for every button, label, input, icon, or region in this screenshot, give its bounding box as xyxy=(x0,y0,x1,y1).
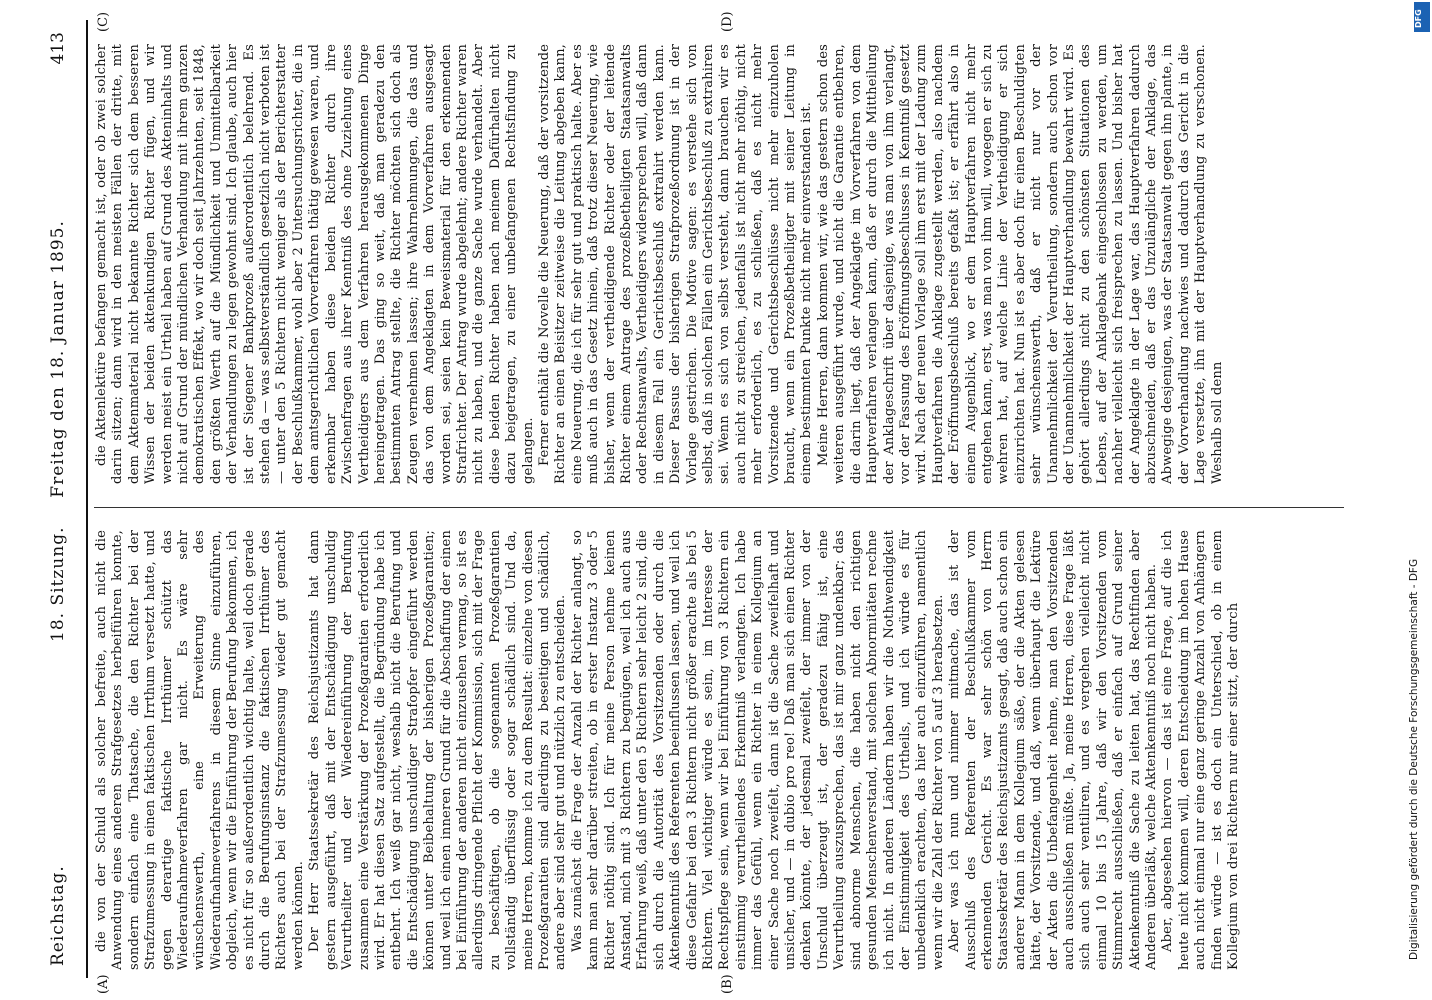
digitization-credit xyxy=(1400,0,1432,1000)
dfg-logo-text: DFG xyxy=(1414,9,1423,28)
margin-marker-d: (D) xyxy=(720,11,735,32)
header-session-date xyxy=(48,220,68,642)
paragraph: die von der Schuld als solcher befreite, auch nicht die Anwendung eines anderen Strafgesetzes herbeiführen konnte, sondern einfach eine Thatsache, die den Richter bei der Strafzumessung in einen faktischen Irrthum versetzt hatte, und gegen derartige faktische Irrthümer schützt das Wiederaufnahmeverfahren gar nicht. Es wäre sehr wünschenswerth, eine Erweiterung des Wiederaufnahmeverfahrens in diesem Sinne einzuführen, obgleich, wenn wir die Einführung der Berufung bekommen, ich es nicht für so außerordentlich wichtig halte, weil doch gerade durch die Berufungsinstanz die faktischen Irrthümer des Richters auch bei der Strafzumessung wieder gut gemacht werden können. xyxy=(94,530,306,970)
paragraph: die Aktenlektüre befangen gemacht ist, oder ob zwei solcher darin sitzen; dann wird in den meisten Fällen der dritte, mit dem Aktenmaterial nicht bekannte Richter sich dem besseren Wissen der beiden aktenkundigen Richter fügen, und wir werden meist ein Urtheil haben auf Grund des Akteninhalts und nicht auf Grund der mündlichen Verhandlung mit ihrem ganzen demokratischen Effekt, wo wir doch seit Jahrzehnten, seit 1848, den größten Werth auf die Mündlichkeit und Unmittelbarkeit der Verhandlungen zu legen gewohnt sind. Ich glaube, auch hier ist der Siegener Bankprozeß außerordentlich belehrend. Es stehen da — was selbstverständlich gesetzlich nicht verboten ist — unter den 5 Richtern nicht weniger als der Berichterstatter der Beschlußkammer, wohl aber 2 Untersuchungsrichter, die in dem amtsgerichtlichen Vorverfahren thätig gewesen waren, und erkennbar haben diese beiden Richter durch ihre Zwischenfragen aus ihrer Kenntniß des ohne Zuziehung eines Vertheidigers aus dem Verfahren herausgekommenen Dinge hereingetragen. Das ging so weit, daß man geradezu den bestimmten Antrag stellte, die Richter möchten sich doch als Zeugen vernehmen lassen; ihre Wahrnehmungen, die das und das von dem Angeklagten in dem Vorverfahren ausgesagt worden sei, seien kein Beweismaterial für den erkennenden Strafrichter. Der Antrag wurde abgelehnt; andere Richter waren nicht zu haben, und die ganze Sache wurde verhandelt. Aber diese beiden Richter haben nach meinem Dafürhalten nicht dazu beigetragen, zu einer unbefangenen Rechtsfindung zu gelangen. xyxy=(94,44,536,484)
page-number: 413 xyxy=(48,32,68,65)
header-session: 18. Sitzung. xyxy=(48,526,68,642)
paragraph: Was zunächst die Frage der Anzahl der Richter anlangt, so kann man sehr darüber streiten, ob in erster Instanz 3 oder 5 Richter nöthig sind. Ich für meine Person nehme keinen Anstand, mich mit 3 Richtern zu begnügen, weil ich auch aus Erfahrung weiß, daß unter den 5 Richtern sehr leicht 2 sind, die sich durch die Autorität des Vorsitzenden oder durch die Aktenkenntniß des Referenten beeinflussen lassen, und weil ich diese Gefahr bei den 3 Richtern nicht größer erachte als bei 5 Richtern. Viel wichtiger würde es sein, im Interesse der Rechtspflege sein, wenn wir bei Einführung von 3 Richtern ein einstimmig verurtheilendes Erkenntniß verlangten. Ich habe immer das Gefühl, wenn ein Richter in einem Kollegium an einer Sache noch zweifelt, dann ist die Sache zweifelhaft und unsicher, und — in dubio pro reo! Daß man sich einen Richter denken könnte, der jedesmal zweifelt, der immer von der Unschuld überzeugt ist, der geradezu fähig ist, eine Verurtheilung auszusprechen, das ist mir ganz undenkbar; das sind abnorme Menschen, die haben nicht den richtigen gesunden Menschenverstand, mit solchen Abnormitäten rechne ich nicht. In anderen Ländern haben wir die Nothwendigkeit der Einstimmigkeit des Urtheils, und ich würde es für unbedenklich erachten, das hier auch einzuführen, namentlich wenn wir die Zahl der Richter von 5 auf 3 herabsetzen. xyxy=(569,530,946,970)
paragraph: Aber, abgesehen hiervon — das ist eine Frage, auf die ich heute nicht kommen will, deren Entscheidung im hohen Hause auch nicht einmal nur eine ganz geringe Anzahl von Anhängern finden würde — ist es doch ein Unterschied, ob in einem Kollegium von drei Richtern nur einer sitzt, der durch xyxy=(1160,530,1242,970)
header-rule xyxy=(86,20,88,978)
header-publication: Reichstag. xyxy=(48,865,68,966)
credit-text: Digitalisierung gefördert durch die Deutsche Forschungsgemeinschaft - DFG xyxy=(1408,558,1420,960)
page-header xyxy=(40,20,80,978)
header-date: Freitag den 18. Januar 1895. xyxy=(48,220,68,498)
margin-marker-b: (B) xyxy=(720,974,735,994)
paragraph: Aber was ich nun und nimmer mitmache, das ist der Ausschluß des Referenten der Beschlußkammer vom erkennenden Gericht. Es war sehr schön von Herrn Staatssekretär des Reichsjustizamts gesagt, daß auch schon ein anderer Mann in dem Kollegium säße, der die Akten gelesen hätte, der Vorsitzende, und daß, wenn überhaupt die Lektüre der Akten die Unbefangenheit nehme, man den Vorsitzenden auch ausschließen müßte. Ja, meine Herren, diese Frage läßt sich auch sehr ventiliren, und es vergehen vielleicht nicht einmal 10 bis 15 Jahre, daß wir den Vorsitzenden vom Stimmrecht ausschließen, daß er einfach auf Grund seiner Aktenkenntniß die Sache zu leiten hat, das Rechtfinden aber Anderen überläßt, welche Aktenkenntniß noch nicht haben. xyxy=(947,530,1159,970)
text-column-left xyxy=(94,530,1344,970)
text-column-right xyxy=(94,44,1344,484)
margin-marker-a: (A) xyxy=(96,974,111,994)
paragraph: Meine Herren, dann kommen wir, wie das gestern schon des weiteren ausgeführt wurde, und nicht die Garantie entbehren, die darin liegt, daß der Angeklagte im Vorverfahren von dem Hauptverfahren verlangen kann, daß er durch die Mittheilung der Anklageschrift über dasjenige, was man von ihm verlangt, vor der Fassung des Eröffnungsbeschlusses in Kenntniß gesetzt wird. Nach der neuen Vorlage soll ihm erst mit der Ladung zum Hauptverfahren die Anklage zugestellt werden, also nachdem der Eröffnungsbeschluß bereits gefaßt ist; er erfährt also in einem Augenblick, wo er dem Hauptverfahren nicht mehr entgehen kann, erst, was man von ihm will, wogegen er sich zu wehren hat, auf welche Linie der Vertheidigung er sich einzurichten hat. Nun ist es aber doch für einen Beschuldigten sehr wünschenswerth, daß er nicht nur vor der Unannehmlichkeit der Verurtheilung, sondern auch schon vor der Unannehmlichkeit der Hauptverhandlung bewahrt wird. Es gehört allerdings nicht zu den schönsten Situationen des Lebens, auf der Anklagebank eingeschlossen zu werden, um nachher vielleicht sich freisprechen zu lassen. Und bisher hat der Angeklagte in der Lage war, das Hauptverfahren dadurch abzuschneiden, daß er das Unzulängliche der Anklage, das Abwegige desjenigen, was der Staatsanwalt gegen ihn plante, in der Vorverhandlung nachwies und dadurch das Gericht in die Lage versetzte, ihn mit der Hauptverhandlung zu verschonen. Weshalb soll denn xyxy=(815,44,1225,484)
dfg-logo xyxy=(1414,2,1430,32)
margin-marker-c: (C) xyxy=(96,11,111,32)
paragraph: Ferner enthält die Novelle die Neuerung, daß der vorsitzende Richter an einen Beisitzer zeitweise die Leitung abgeben kann, eine Neuerung, die ich für sehr gut und praktisch halte. Aber es muß auch in das Gesetz hinein, daß trotz dieser Neuerung, wie bisher, wenn der vertheidigende Richter oder der leitende Richter einem Antrage des prozeßbetheiligten Staatsanwalts oder Rechtsanwalts, Vertheidigers widersprechen will, daß dann in diesem Fall ein Gerichtsbeschluß extrahirt werden kann. Dieser Passus der bisherigen Strafprozeßordnung ist in der Vorlage gestrichen. Die Motive sagen: es verstehe sich von selbst, daß in solchen Fällen ein Gerichtsbeschluß zu extrahiren sei. Wenn es sich von selbst versteht, dann brauchen wir es auch nicht zu streichen, jedenfalls ist nicht mehr nöthig, nicht mehr erforderlich, es zu schließen, daß es nicht mehr Vorsitzende und Gerichtsbeschlüsse nicht mehr einzuholen braucht, wenn ein Prozeßbetheiligter mit seiner Leitung in einem bestimmten Punkte nicht mehr einverstanden ist. xyxy=(536,44,815,484)
column-divider xyxy=(94,507,1344,508)
paragraph: Der Herr Staatssekretär des Reichsjustizamts hat dann gestern ausgeführt, daß mit der Entschädigung unschuldig Verurtheilter und der Wiedereinführung der Berufung zusammen eine Verstärkung der Prozeßgarantien erforderlich wird. Er hat diesen Satz aufgestellt, die Begründung habe ich entbehrt. Ich weiß gar nicht, weshalb nicht die Berufung und die Entschädigung unschuldiger Strafopfer eingeführt werden können unter Beibehaltung der bisherigen Prozeßgarantien; und weil ich einen inneren Grund für die Abschaffung der einen bei Einführung der anderen nicht einzusehen vermag, so ist es allerdings dringende Pflicht der Kommission, sich mit der Frage zu beschäftigen, ob die sogenannten Prozeßgarantien vollständig überflüssig oder sogar schädlich sind. Und da, meine Herren, komme ich zu dem Resultat: einzelne von diesen Prozeßgarantien sind allerdings zu beseitigen und schädlich, andere aber sind sehr gut und nützlich zu entscheiden. xyxy=(307,530,569,970)
